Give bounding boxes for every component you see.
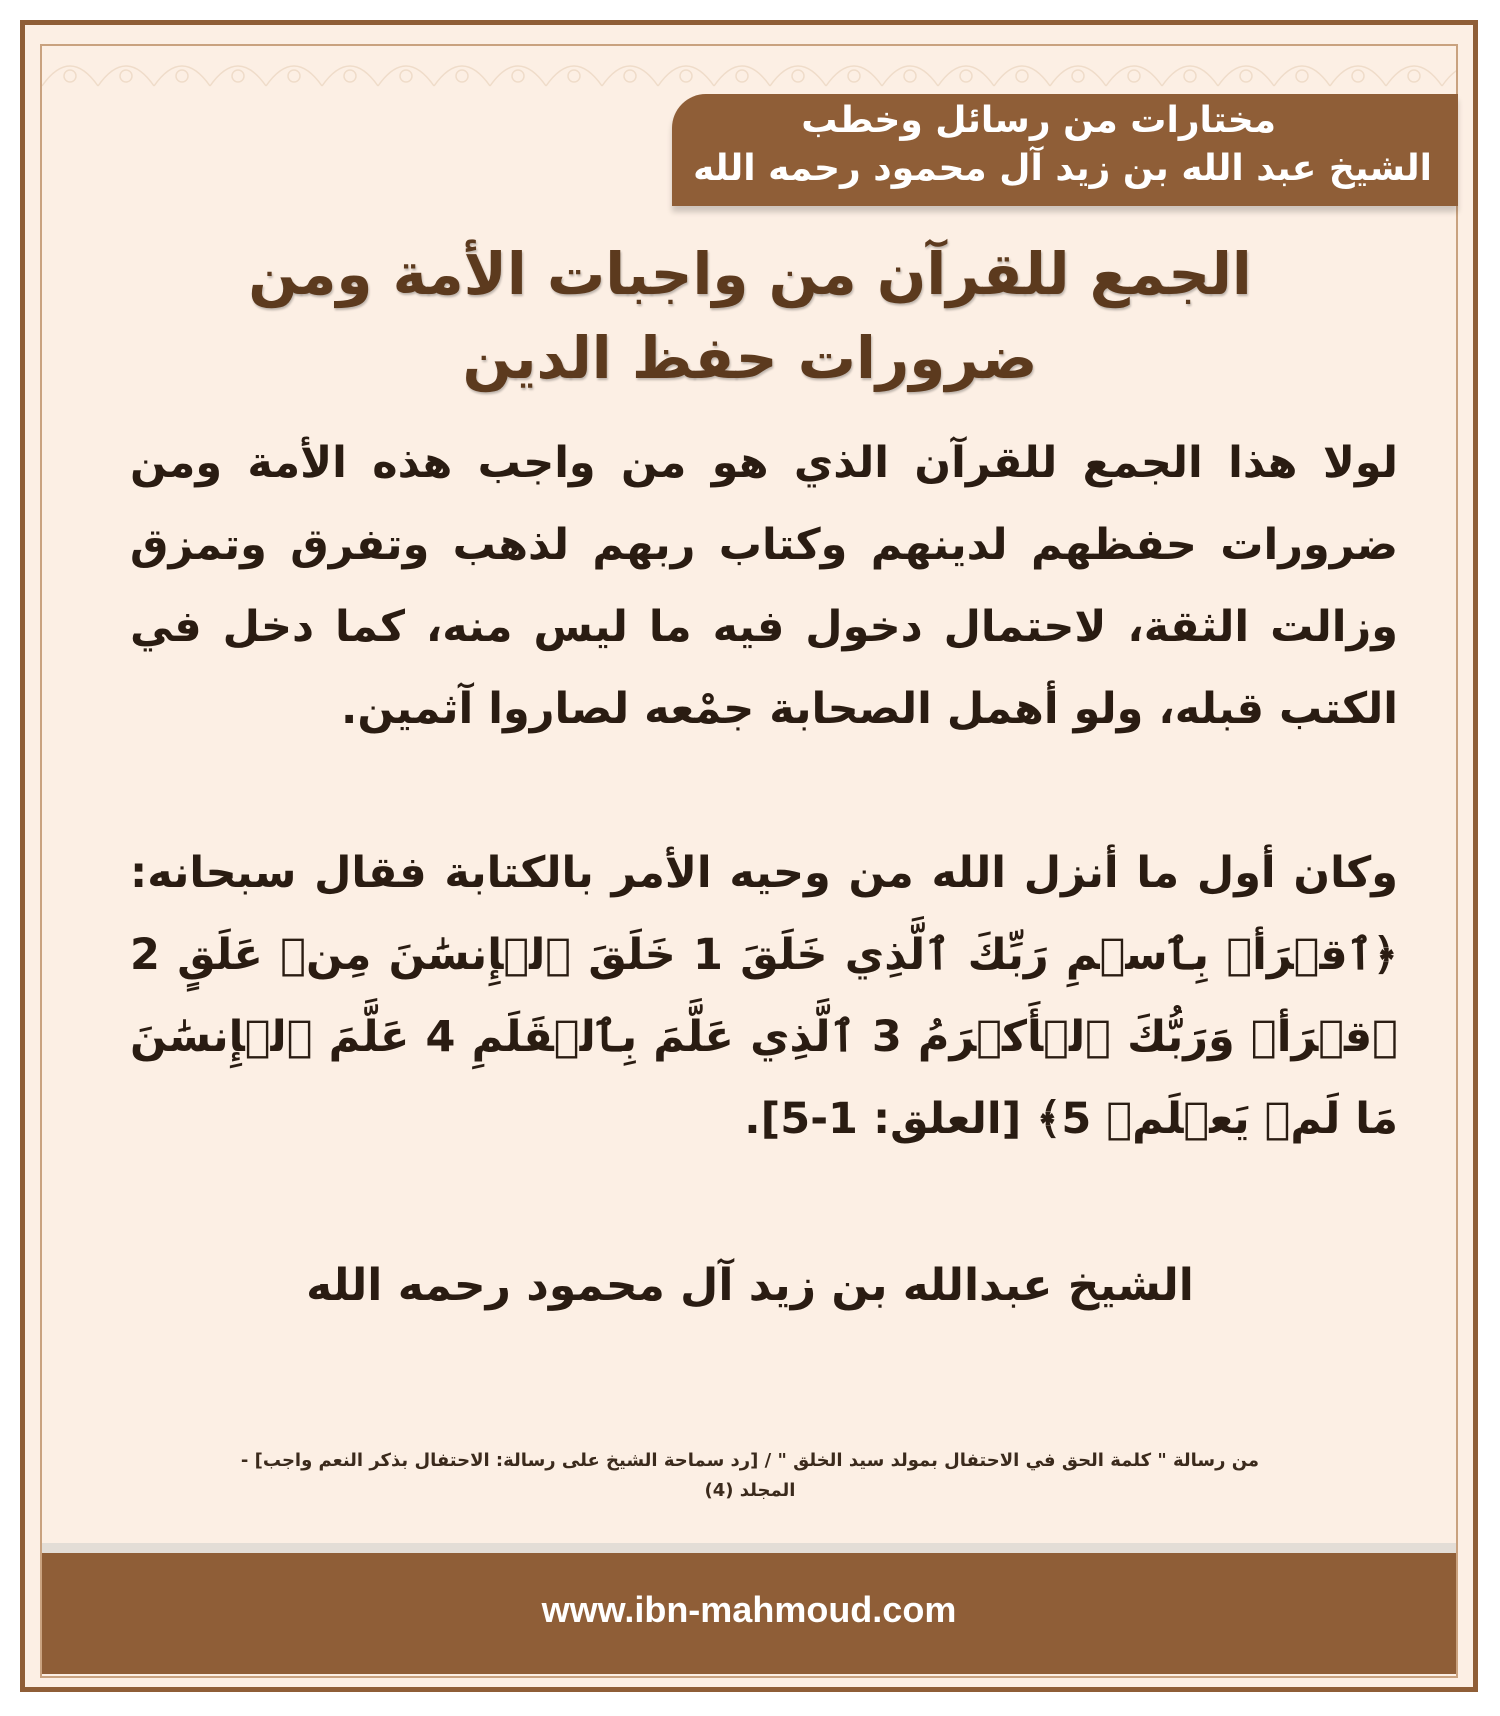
pattern-dot <box>1016 70 1028 82</box>
footer-banner <box>42 1553 1456 1674</box>
pattern-dot <box>1240 70 1252 82</box>
pattern-arch <box>1162 66 1218 86</box>
pattern-arch <box>1442 66 1456 86</box>
pattern-dot <box>120 70 132 82</box>
pattern-dot <box>904 70 916 82</box>
pattern-arch <box>210 66 266 86</box>
pattern-arch <box>1386 66 1442 86</box>
pattern-dot <box>1072 70 1084 82</box>
pattern-arch <box>882 66 938 86</box>
pattern-arch <box>658 66 714 86</box>
pattern-arch <box>714 66 770 86</box>
pattern-arch <box>770 66 826 86</box>
footer-separator <box>42 1543 1456 1553</box>
pattern-dot <box>176 70 188 82</box>
pattern-dot <box>1296 70 1308 82</box>
pattern-arch <box>322 66 378 86</box>
pattern-dot <box>1184 70 1196 82</box>
pattern-arch <box>938 66 994 86</box>
pattern-dot <box>344 70 356 82</box>
pattern-dot <box>512 70 524 82</box>
pattern-dot <box>232 70 244 82</box>
author-signature: الشيخ عبدالله بن زيد آل محمود رحمه الله <box>306 1260 1194 1311</box>
pattern-arch <box>546 66 602 86</box>
pattern-arch <box>42 66 98 86</box>
pattern-arch <box>266 66 322 86</box>
pattern-arch <box>1274 66 1330 86</box>
source-citation <box>120 1446 1380 1506</box>
pattern-dot <box>680 70 692 82</box>
pattern-dot <box>288 70 300 82</box>
pattern-arch <box>1330 66 1386 86</box>
pattern-dot <box>736 70 748 82</box>
pattern-dot <box>64 70 76 82</box>
pattern-arch <box>826 66 882 86</box>
pattern-arch <box>98 66 154 86</box>
pattern-arch <box>378 66 434 86</box>
pattern-dot <box>1408 70 1420 82</box>
paragraph-2: وكان أول ما أنزل الله من وحيه الأمر بالكتابة فقال سبحانه: ﴿ٱقۡرَأۡ بِٱسۡمِ رَبِّكَ ٱلَّذِي خَلَقَ 1 خَلَقَ ٱلۡإِنسَٰنَ مِنۡ عَلَقٍ 2 ٱقۡرَأۡ وَرَبُّكَ ٱلۡأَكۡرَمُ 3 ٱلَّذِي عَلَّمَ بِٱلۡقَلَمِ 4 عَلَّمَ ٱلۡإِنسَٰنَ مَا لَمۡ يَعۡلَمۡ 5﴾ [العلق: 1-5]. <box>130 848 1398 1144</box>
pattern-dot <box>624 70 636 82</box>
paragraph-1: لولا هذا الجمع للقرآن الذي هو من واجب هذه الأمة ومن ضرورات حفظهم لدينهم وكتاب ربهم لذهب وتفرق وتمزق وزالت الثقة، لاحتمال دخول فيه ما ليس منه، كما دخل في الكتب قبله، ولو أهمل الصحابة جمْعه لصاروا آثمين. <box>130 438 1398 734</box>
pattern-dot <box>568 70 580 82</box>
pattern-dot <box>456 70 468 82</box>
decorative-pattern <box>42 46 1456 94</box>
page-title: الجمع للقرآن من واجبات الأمة ومن ضرورات حفظ الدين <box>248 240 1252 392</box>
header-series-title: مختارات من رسائل وخطب <box>801 100 1276 141</box>
body-text <box>130 422 1398 1242</box>
pattern-arch <box>1106 66 1162 86</box>
pattern-dot <box>848 70 860 82</box>
pattern-arch <box>602 66 658 86</box>
pattern-arch <box>490 66 546 86</box>
source-line-1: من رسالة " كلمة الحق في الاحتفال بمولد سيد الخلق " / [رد سماحة الشيخ على رسالة: الاحتفال بذكر النعم واجب] - <box>240 1450 1260 1471</box>
header-banner <box>672 94 1458 206</box>
pattern-arch <box>154 66 210 86</box>
website-link[interactable]: www.ibn-mahmoud.com <box>541 1589 957 1630</box>
pattern-arch <box>1050 66 1106 86</box>
header-author: الشيخ عبد الله بن زيد آل محمود رحمه الله <box>693 148 1432 189</box>
pattern-arch <box>1218 66 1274 86</box>
pattern-dot <box>792 70 804 82</box>
pattern-dot <box>1128 70 1140 82</box>
pattern-dot <box>400 70 412 82</box>
source-line-2: المجلد (4) <box>704 1480 796 1501</box>
pattern-arch <box>994 66 1050 86</box>
pattern-arch <box>434 66 490 86</box>
pattern-dot <box>1352 70 1364 82</box>
pattern-dot <box>960 70 972 82</box>
